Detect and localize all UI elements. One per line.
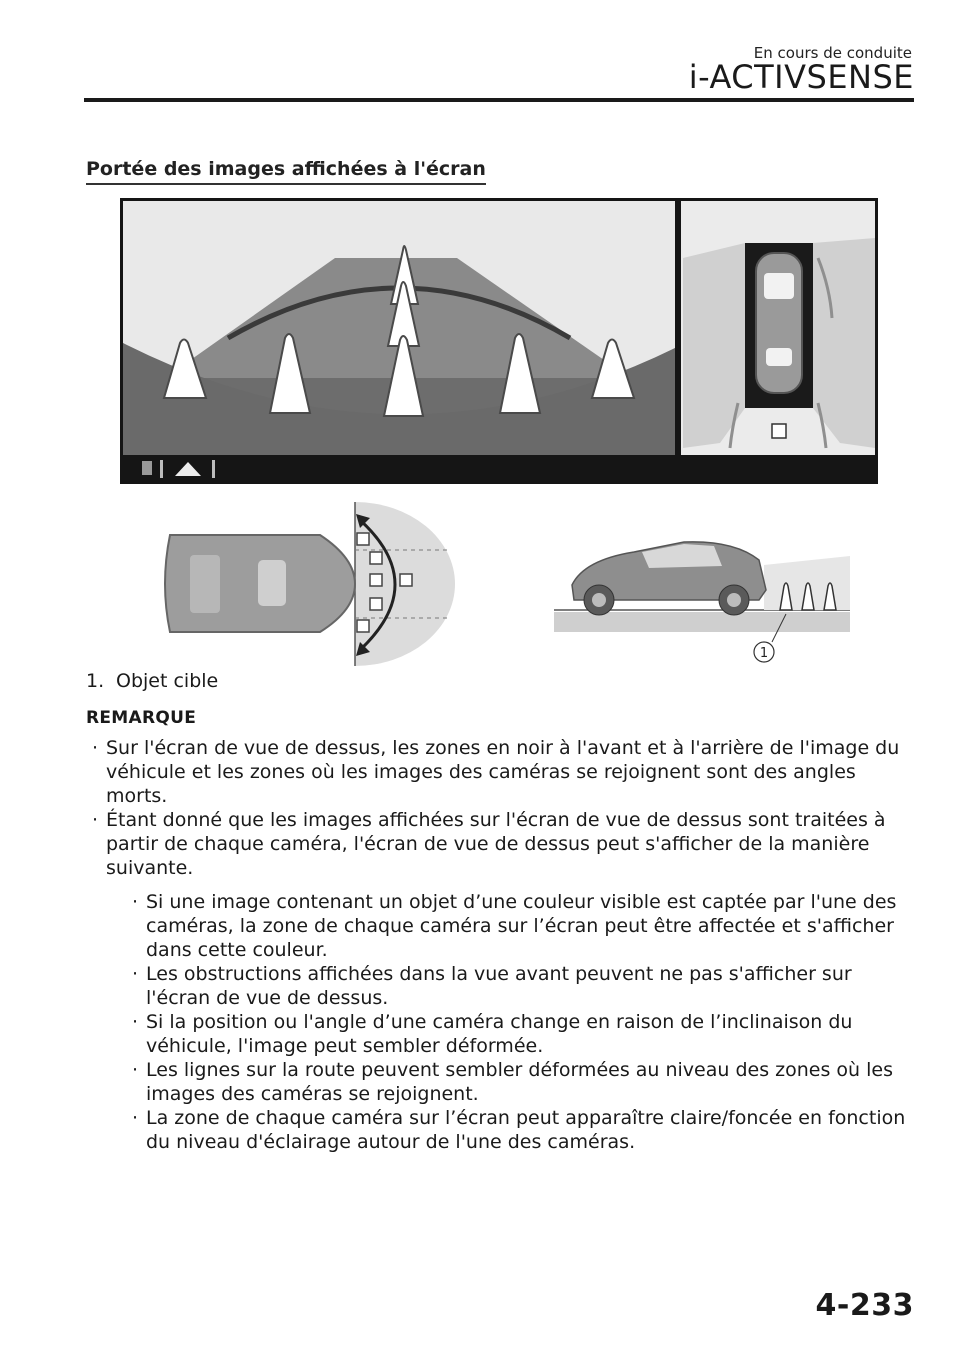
running-header-section: En cours de conduite <box>753 44 912 62</box>
note-sub-bullet: · Si une image contenant un objet d’une couleur visible est captée par l'une des caméras, la zone de chaque caméra sur l’écran peut être affectée et s'afficher dans cette couleur. <box>126 890 916 962</box>
side-view-diagram <box>554 530 854 670</box>
note-sub-bullet: · La zone de chaque caméra sur l’écran peut apparaître claire/foncée en fonction du niveau d'éclairage autour de l'une des caméras. <box>126 1106 916 1154</box>
section-heading: Portée des images affichées à l'écran <box>86 158 486 185</box>
caption-text: Objet cible <box>116 670 219 692</box>
note-sub-bullet: · Les obstructions affichées dans la vue avant peuvent ne pas s'afficher sur l'écran de vue de dessus. <box>126 962 916 1010</box>
figure-caption <box>86 670 218 692</box>
callout-number: 1 <box>759 646 769 661</box>
monitor-screen-illustration <box>120 198 878 484</box>
note-sub-bullet: · Les lignes sur la route peuvent sembler déformées au niveau des zones où les images des caméras se rejoignent. <box>126 1058 916 1106</box>
front-camera-view <box>123 201 675 455</box>
note-bullet-list <box>86 736 916 1154</box>
header-rule <box>84 98 914 102</box>
top-view <box>681 201 875 455</box>
page-number: 4-233 <box>815 1288 914 1323</box>
note-heading: REMARQUE <box>86 708 197 728</box>
top-down-range-diagram <box>150 500 460 670</box>
note-sub-bullet-list <box>106 890 916 1154</box>
note-bullet: · Sur l'écran de vue de dessus, les zones en noir à l'avant et à l'arrière de l'image du véhicule et les zones où les images des caméras se rejoignent sont des angles morts. <box>86 736 916 808</box>
note-bullet: · Étant donné que les images affichées sur l'écran de vue de dessus sont traitées à partir de chaque caméra, l'écran de vue de dessus peut s'afficher de la manière suivante. · Si une image contenant un objet d’une couleur visible est captée par l'une des caméras, la zone de chaque caméra sur l’écran peut être affectée et s'afficher dans cette couleur. · Les obstructions affichées dans la vue avant peuvent ne pas s'afficher sur l'écran de vue de dessus. · Si la position ou l'angle d’une caméra change en raison de l’inclinaison du véhicule, l'image peut sembler déformée. · Les lignes sur la route peuvent sembler déformées au niveau des zones où les images des caméras se rejoignent. · La zone de chaque caméra sur l’écran peut apparaître claire/foncée en fonction du niveau d'éclairage autour de l'une des caméras. <box>86 808 916 1154</box>
running-header-chapter: i-ACTIVSENSE <box>688 58 914 96</box>
note-sub-bullet: · Si la position ou l'angle d’une caméra change en raison de l’inclinaison du véhicule, l'image peut sembler déformée. <box>126 1010 916 1058</box>
caption-number: 1. <box>86 670 105 692</box>
